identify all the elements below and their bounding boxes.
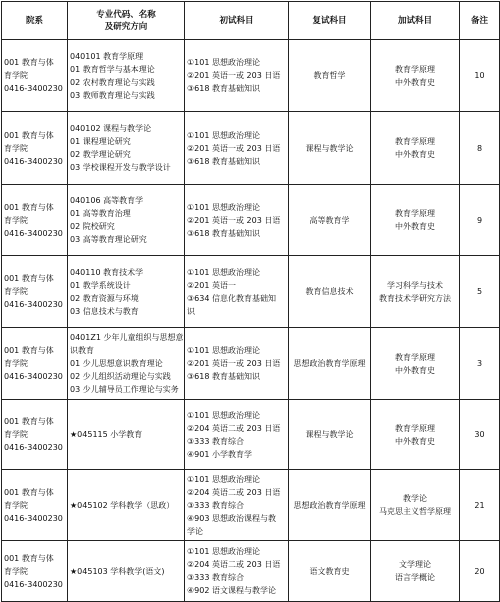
note-cell: 8 [460, 112, 500, 185]
exam-cell [185, 541, 289, 602]
dept-cell [2, 328, 68, 400]
note-cell: 30 [460, 400, 500, 470]
dept-line: 育学院 [4, 143, 28, 153]
extra-line: 教育学原理 [395, 64, 435, 74]
dept-line: 0416-3400230 [4, 228, 63, 238]
extra-cell [371, 400, 460, 470]
header-note: 备注 [460, 2, 500, 40]
header-major-line2: 及研究方向 [104, 21, 148, 32]
exam-line: ①101 思想政治理论 [187, 547, 260, 556]
major-line: 02 农村教育理论与实践 [70, 77, 155, 87]
extra-line: 教育技术学研究方法 [379, 293, 451, 303]
extra-line: 中外教育史 [395, 222, 435, 231]
dept-cell [2, 400, 68, 470]
major-line: 03 少儿辅导员工作理论与实务 [70, 385, 179, 394]
major-line: 03 学校课程开发与教学设计 [70, 163, 171, 172]
exam-line: ①101 思想政治理论 [187, 58, 260, 67]
extra-line: 中外教育史 [395, 150, 435, 159]
exam-cell [185, 400, 289, 470]
header-dept: 院系 [2, 2, 68, 40]
major-line: 040101 教育学原理 [70, 51, 144, 61]
exam-line: ①101 思想政治理论 [187, 130, 260, 140]
major-line: 03 高等教育理论研究 [70, 235, 147, 244]
extra-line: 中外教育史 [395, 436, 435, 446]
exam-line: ①101 思想政治理论 [187, 346, 260, 355]
major-cell [68, 185, 185, 256]
note-cell: 21 [460, 470, 500, 541]
exam-line: ③333 教育综合 [187, 573, 244, 582]
major-line: 02 教学理论研究 [70, 150, 131, 159]
header-retest: 复试科目 [289, 2, 371, 40]
dept-line: 育学院 [4, 287, 28, 296]
retest-cell: 语文教育史 [289, 541, 371, 602]
major-cell [68, 112, 185, 185]
extra-cell [371, 40, 460, 112]
dept-line: 育学院 [4, 215, 28, 225]
major-cell [68, 541, 185, 602]
major-line: 02 少儿组织活动理论与实践 [70, 372, 171, 381]
major-line: 01 少儿思想意识教育理论 [70, 359, 163, 368]
exam-line: ④902 语文课程与教学论 [187, 586, 276, 595]
dept-line: 001 教育与体 [4, 487, 54, 497]
exam-cell [185, 185, 289, 256]
exam-line: ③333 教育综合 [187, 436, 244, 446]
extra-line: 教育学原理 [395, 352, 435, 362]
major-line: 02 院校研究 [70, 222, 115, 231]
major-cell [68, 470, 185, 541]
retest-cell: 教育信息技术 [289, 256, 371, 328]
dept-line: 育学院 [4, 71, 28, 80]
retest-cell: 教育哲学 [289, 40, 371, 112]
major-cell [68, 400, 185, 470]
table-row [2, 400, 500, 470]
major-line: 01 教育哲学与基本理论 [70, 64, 155, 74]
retest-cell: 思想政治教育学原理 [289, 470, 371, 541]
major-cell [68, 256, 185, 328]
extra-line: 学习科学与技术 [387, 280, 443, 290]
exam-line: ②204 英语二或 203 日语 [187, 423, 281, 433]
major-line: 040106 高等教育学 [70, 196, 144, 205]
extra-cell [371, 541, 460, 602]
major-line: 040110 教育技术学 [70, 267, 144, 277]
header-extra: 加试科目 [371, 2, 460, 40]
dept-cell [2, 112, 68, 185]
extra-line: 教育学原理 [395, 137, 435, 146]
exam-line: ③333 教育综合 [187, 500, 244, 510]
retest-cell: 思想政治教育学原理 [289, 328, 371, 400]
note-cell: 3 [460, 328, 500, 400]
retest-cell: 课程与教学论 [289, 400, 371, 470]
major-line: 01 高等教育治理 [70, 209, 131, 218]
exam-line: ③618 教育基础知识 [187, 84, 260, 93]
extra-cell [371, 328, 460, 400]
dept-line: 001 教育与体 [4, 346, 54, 355]
extra-line: 马克思主义哲学原理 [379, 507, 451, 516]
extra-cell [371, 256, 460, 328]
major-line: ★045102 学科教学（思政） [70, 500, 175, 510]
note-cell: 9 [460, 185, 500, 256]
exam-line: ①101 思想政治理论 [187, 410, 260, 420]
exam-line: 学论 [187, 526, 203, 536]
dept-cell [2, 185, 68, 256]
dept-cell [2, 470, 68, 541]
dept-line: 0416-3400230 [4, 513, 63, 523]
major-line: ★045103 学科教学(语文) [70, 566, 165, 576]
exam-line: ①101 思想政治理论 [187, 474, 260, 484]
extra-line: 教育学原理 [395, 209, 435, 218]
dept-line: 0416-3400230 [4, 372, 63, 381]
exam-line: ①101 思想政治理论 [187, 202, 260, 212]
dept-cell [2, 541, 68, 602]
dept-line: 育学院 [4, 359, 28, 368]
major-line: 02 教育资源与环境 [70, 293, 139, 303]
table-row [2, 470, 500, 541]
exam-line: ②201 英语一或 203 日语 [187, 215, 281, 225]
header-major [68, 2, 185, 40]
dept-line: 001 教育与体 [4, 58, 54, 67]
exam-line: ③634 信息化教育基础知 [187, 293, 276, 303]
major-line: 01 教学系统设计 [70, 280, 131, 290]
extra-cell [371, 470, 460, 541]
exam-line: ②201 英语一或 203 日语 [187, 359, 281, 368]
exam-cell [185, 328, 289, 400]
extra-line: 教育学原理 [395, 423, 435, 433]
major-line: 03 教师教育理论与实践 [70, 90, 155, 100]
admissions-table [1, 1, 500, 602]
exam-line: 识 [187, 306, 195, 316]
major-line: 040102 课程与教学论 [70, 124, 152, 133]
dept-cell [2, 40, 68, 112]
exam-line: ②201 英语一或 203 日语 [187, 71, 281, 80]
table-row [2, 328, 500, 400]
extra-line: 文学理论 [399, 560, 431, 569]
exam-line: ④901 小学教育学 [187, 449, 252, 459]
exam-cell [185, 470, 289, 541]
dept-line: 001 教育与体 [4, 130, 54, 140]
extra-cell [371, 185, 460, 256]
exam-line: ③618 教育基础知识 [187, 372, 260, 381]
header-major-line1: 专业代码、名称 [96, 9, 156, 20]
table-row [2, 112, 500, 185]
major-line: 0401Z1 少年儿童组织与思想意 [70, 333, 184, 342]
dept-line: 0416-3400230 [4, 443, 63, 452]
note-cell: 5 [460, 256, 500, 328]
exam-line: ②201 英语一 [187, 280, 236, 290]
dept-line: 育学院 [4, 566, 28, 576]
major-cell [68, 40, 185, 112]
exam-cell [185, 40, 289, 112]
exam-cell [185, 112, 289, 185]
major-cell [68, 328, 185, 400]
extra-line: 中外教育史 [395, 365, 435, 375]
dept-line: 0416-3400230 [4, 300, 63, 309]
exam-line: ③618 教育基础知识 [187, 156, 260, 166]
note-cell: 20 [460, 541, 500, 602]
dept-line: 001 教育与体 [4, 417, 54, 426]
header-row [2, 2, 500, 40]
retest-cell: 课程与教学论 [289, 112, 371, 185]
table-row [2, 40, 500, 112]
major-line: 识教育 [70, 346, 94, 355]
dept-line: 001 教育与体 [4, 202, 54, 212]
table-row [2, 541, 500, 602]
exam-line: ②204 英语二或 203 日语 [187, 487, 281, 497]
note-cell: 10 [460, 40, 500, 112]
dept-line: 育学院 [4, 430, 28, 439]
exam-line: ①101 思想政治理论 [187, 267, 260, 277]
extra-cell [371, 112, 460, 185]
exam-line: ②201 英语一或 203 日语 [187, 143, 281, 153]
dept-line: 育学院 [4, 500, 28, 510]
exam-line: ④903 思想政治课程与教 [187, 513, 276, 523]
header-exam: 初试科目 [185, 2, 289, 40]
major-line: 01 课程理论研究 [70, 137, 131, 146]
extra-line: 语言学概论 [395, 573, 435, 582]
extra-line: 中外教育史 [395, 77, 435, 87]
dept-line: 0416-3400230 [4, 156, 63, 166]
exam-line: ③618 教育基础知识 [187, 228, 260, 238]
exam-line: ②204 英语二或 203 日语 [187, 560, 281, 569]
dept-line: 001 教育与体 [4, 274, 54, 283]
retest-cell: 高等教育学 [289, 185, 371, 256]
major-line: 03 信息技术与教育 [70, 306, 139, 316]
dept-line: 0416-3400230 [4, 579, 63, 589]
exam-cell [185, 256, 289, 328]
dept-line: 001 教育与体 [4, 553, 54, 563]
table-row [2, 185, 500, 256]
extra-line: 教学论 [403, 494, 427, 503]
major-line: ★045115 小学教育 [70, 430, 143, 439]
dept-cell [2, 256, 68, 328]
dept-line: 0416-3400230 [4, 84, 63, 93]
table-row [2, 256, 500, 328]
